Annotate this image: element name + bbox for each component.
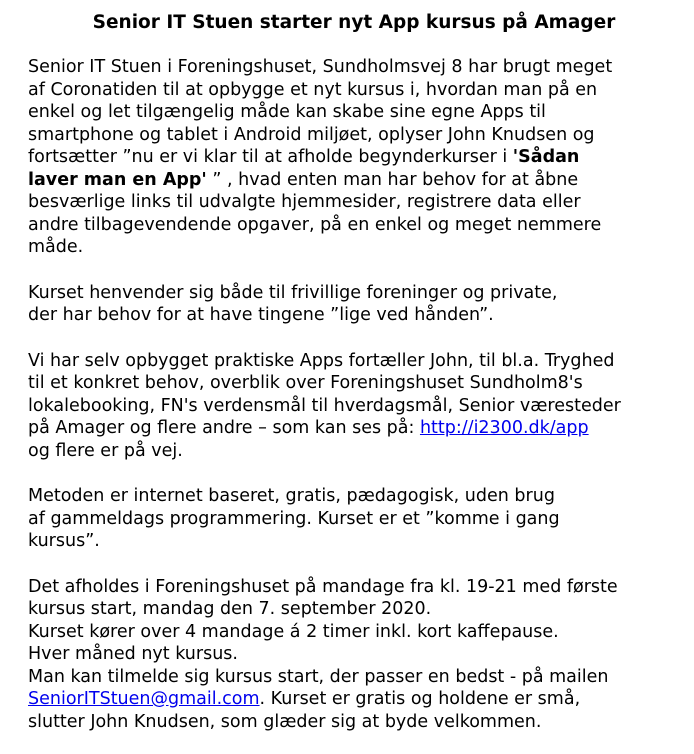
course-name: 'Sådan laver man en App' <box>28 147 580 190</box>
paragraph-audience: Kurset henvender sig både til frivillige foreninger og private, der har behov for at have tingene ”lige ved hånden”. <box>28 282 558 325</box>
paragraph-intro <box>28 56 680 259</box>
article-title: Senior IT Stuen starter nyt App kursus på Amager <box>92 12 616 33</box>
paragraph-apps <box>28 350 680 463</box>
paragraph-intro-text-end: ” , hvad enten man har behov for at åbne besværlige links til udvalgte hjemmesider, registrere data eller andre tilbagevendende opgaver, på en enkel og meget nemmere måde. <box>28 169 602 257</box>
paragraph-apps-text-end: og flere er på vej. <box>28 440 183 461</box>
apps-link[interactable]: http://i2300.dk/app <box>419 418 589 438</box>
paragraph-method: Metoden er internet baseret, gratis, pædagogisk, uden brug af gammeldags programmering. Kurset er et ”komme i gang kursus”. <box>28 486 560 551</box>
paragraph-schedule <box>28 576 680 734</box>
paragraph-schedule-text: Det afholdes i Foreningshuset på mandage fra kl. 19-21 med første kursus start, mandag den 7. september 2020. Kurset kører over 4 mandage á 2 timer inkl. kort kaffepause. Hver måned nyt kursus. Man kan tilmelde sig kursus start, der passer en bedst - på mailen <box>28 576 618 687</box>
paragraph-schedule-text-end: . Kurset er gratis og holdene er små, slutter John Knudsen, som glæder sig at byde velkommen. <box>28 689 581 732</box>
email-link[interactable]: SeniorITStuen@gmail.com <box>28 689 260 709</box>
paragraph-intro-text: Senior IT Stuen i Foreningshuset, Sundholmsvej 8 har brugt meget af Coronatiden til at opbygge et nyt kursus i, hvordan man på en enkel og let tilgængelig måde kan skabe sine egne Apps til smartphone og tablet i Android miljøet, oplyser John Knudsen og fortsætter ”nu er vi klar til at afholde begynderkurser i <box>28 57 613 167</box>
paragraph-apps-text: Vi har selv opbygget praktiske Apps fortæller John, til bl.a. Tryghed til et konkret behov, overblik over Foreningshuset Sundholm8's lokalebooking, FN's verdensmål til hverdagsmål, Senior væresteder på Amager og flere andre – som kan ses på: <box>28 350 621 438</box>
